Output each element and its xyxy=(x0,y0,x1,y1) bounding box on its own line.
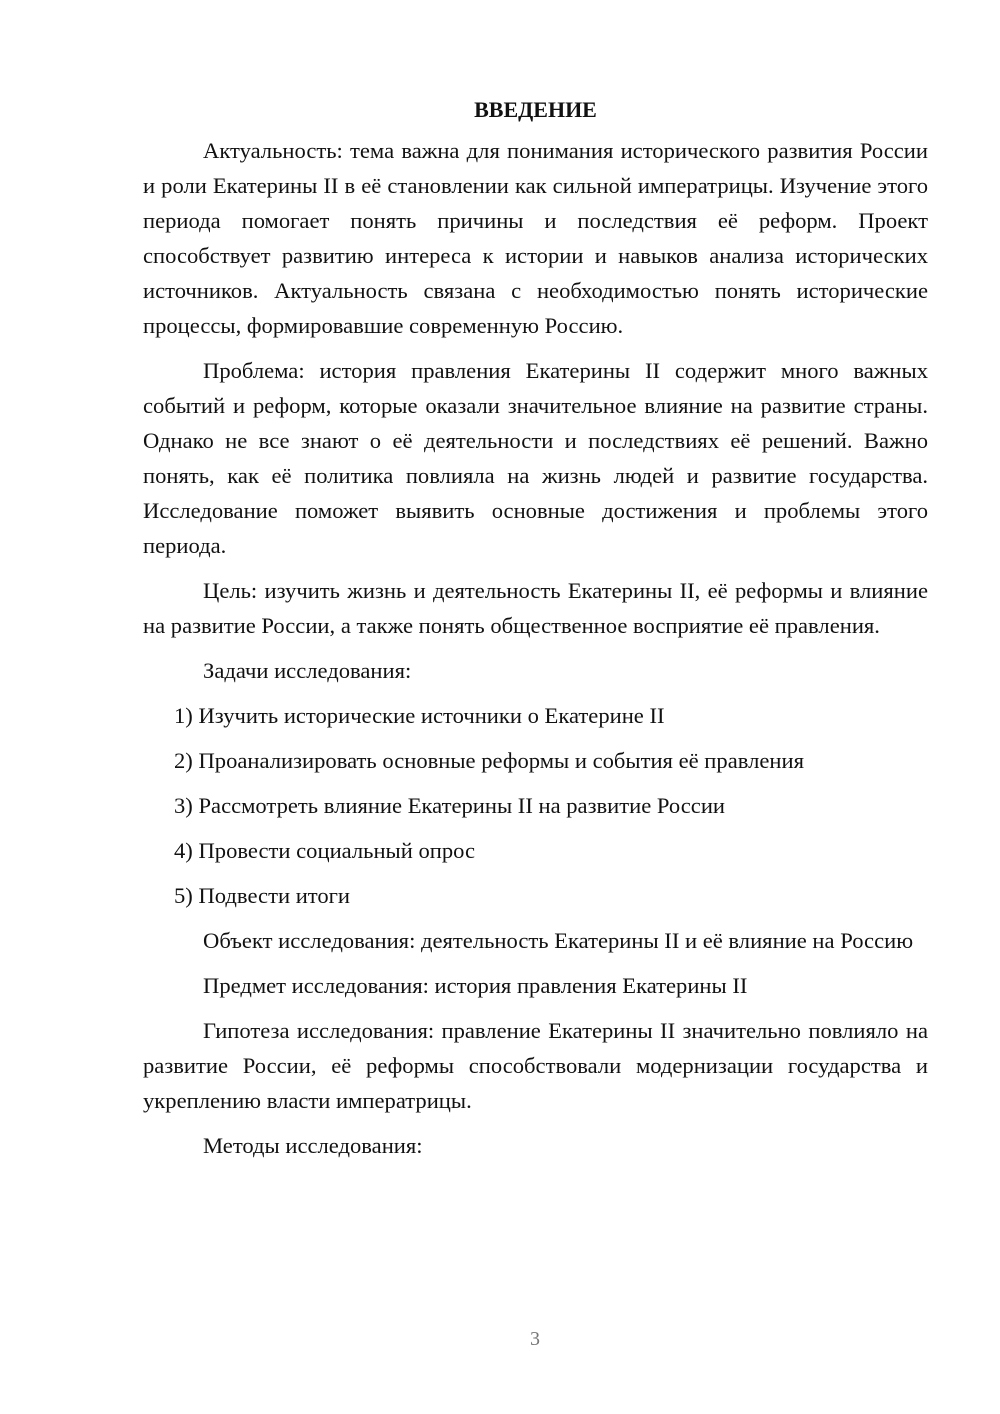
goal-paragraph: Цель: изучить жизнь и деятельность Екатерины II, её реформы и влияние на развитие России, а также понять общественное восприятие её правления. xyxy=(143,578,928,638)
subject-paragraph: Предмет исследования: история правления Екатерины II xyxy=(203,973,748,998)
list-item: 5) Подвести итоги xyxy=(174,883,351,908)
list-item: 2) Проанализировать основные реформы и события её правления xyxy=(174,748,804,773)
page-content xyxy=(143,92,928,1173)
page-number: 3 xyxy=(530,1328,540,1350)
list-item: 3) Рассмотреть влияние Екатерины II на развитие России xyxy=(174,793,726,818)
list-item: 1) Изучить исторические источники о Екатерине II xyxy=(174,703,665,728)
relevance-paragraph: Актуальность: тема важна для понимания исторического развития России и роли Екатерины II в её становлении как сильной императрицы. Изучение этого периода помогает понять причины и последствия её реформ. Проект способствует развитию интереса к истории и навыков анализа исторических источников. Актуальность связана с необходимостью понять исторические процессы, формировавшие современную Россию. xyxy=(143,138,928,338)
list-item: 4) Провести социальный опрос xyxy=(174,838,476,863)
section-heading: ВВЕДЕНИЕ xyxy=(474,97,597,122)
methods-title: Методы исследования: xyxy=(203,1133,423,1158)
task-list xyxy=(143,698,928,913)
hypothesis-paragraph: Гипотеза исследования: правление Екатерины II значительно повлияло на развитие России, её реформы способствовали модернизации государства и укреплению власти императрицы. xyxy=(143,1018,928,1113)
tasks-title: Задачи исследования: xyxy=(203,658,412,683)
problem-paragraph: Проблема: история правления Екатерины II содержит много важных событий и реформ, которые оказали значительное влияние на развитие страны. Однако не все знают о её деятельности и последствиях её решений. Важно понять, как её политика повлияла на жизнь людей и развитие государства. Исследование поможет выявить основные достижения и проблемы этого периода. xyxy=(143,358,928,558)
object-paragraph: Объект исследования: деятельность Екатерины II и её влияние на Россию xyxy=(203,928,914,953)
